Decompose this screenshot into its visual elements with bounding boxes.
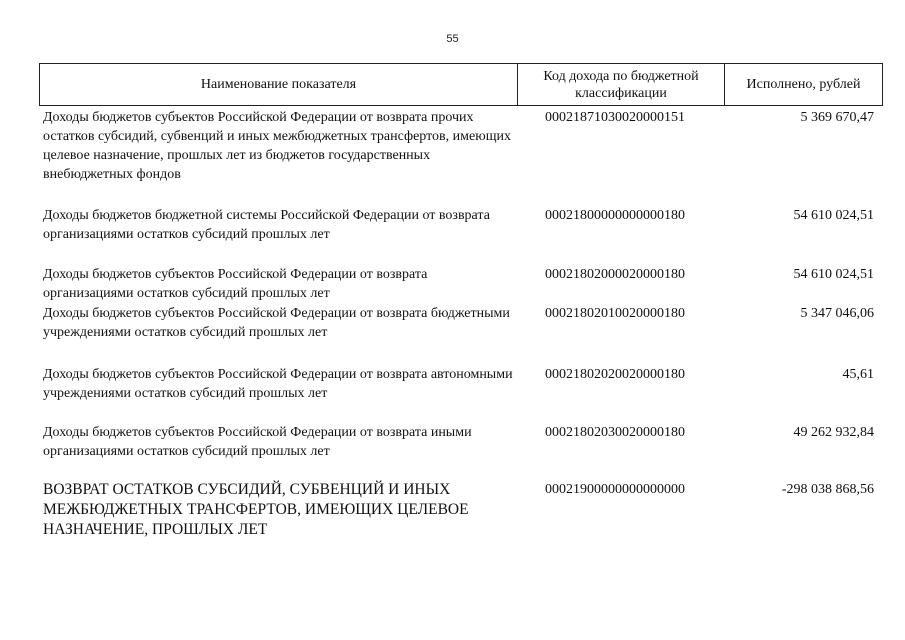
row-code: 00021871030020000151 [545, 110, 685, 125]
row-amount: 45,61 [842, 367, 874, 382]
row-code: 00021802000020000180 [545, 267, 685, 282]
row-name: Доходы бюджетов субъектов Российской Федерации от возврата иными организациями остатков субсидий прошлых лет [43, 425, 472, 459]
row-amount: 5 347 046,06 [800, 306, 874, 321]
row-amount: -298 038 868,56 [781, 482, 874, 497]
row-name: ВОЗВРАТ ОСТАТКОВ СУБСИДИЙ, СУБВЕНЦИЙ И ИНЫХ МЕЖБЮДЖЕТНЫХ ТРАНСФЕРТОВ, ИМЕЮЩИХ ЦЕЛЕВОЕ НАЗНАЧЕНИЕ, ПРОШЛЫХ ЛЕТ [43, 481, 469, 538]
row-name: Доходы бюджетов субъектов Российской Федерации от возврата прочих остатков субсидий, субвенций и иных межбюджетных трансфертов, имеющих целевое назначение, прошлых лет из бюджетов государственных внебюджетных фондов [43, 110, 511, 182]
row-amount: 49 262 932,84 [793, 425, 874, 440]
row-code: 00021802020020000180 [545, 367, 685, 382]
row-code: 00021802030020000180 [545, 425, 685, 440]
row-amount: 5 369 670,47 [800, 110, 874, 125]
row-name: Доходы бюджетов субъектов Российской Федерации от возврата автономными учреждениями остатков субсидий прошлых лет [43, 367, 513, 401]
page-number: 55 [446, 33, 459, 45]
header-code-column: Код дохода по бюджетной классификации [518, 64, 725, 105]
row-amount: 54 610 024,51 [793, 208, 874, 223]
row-name: Доходы бюджетов бюджетной системы Российской Федерации от возврата организациями остатков субсидий прошлых лет [43, 208, 490, 242]
header-amount-column: Исполнено, рублей [746, 77, 861, 92]
row-amount: 54 610 024,51 [793, 267, 874, 282]
table-header [39, 63, 883, 106]
header-name-column: Наименование показателя [40, 64, 518, 105]
row-name: Доходы бюджетов субъектов Российской Федерации от возврата бюджетными учреждениями остатков субсидий прошлых лет [43, 306, 510, 340]
row-code: 00021800000000000180 [545, 208, 685, 223]
row-code: 00021900000000000000 [545, 482, 685, 497]
row-name: Доходы бюджетов субъектов Российской Федерации от возврата организациями остатков субсидий прошлых лет [43, 267, 428, 301]
row-code: 00021802010020000180 [545, 306, 685, 321]
